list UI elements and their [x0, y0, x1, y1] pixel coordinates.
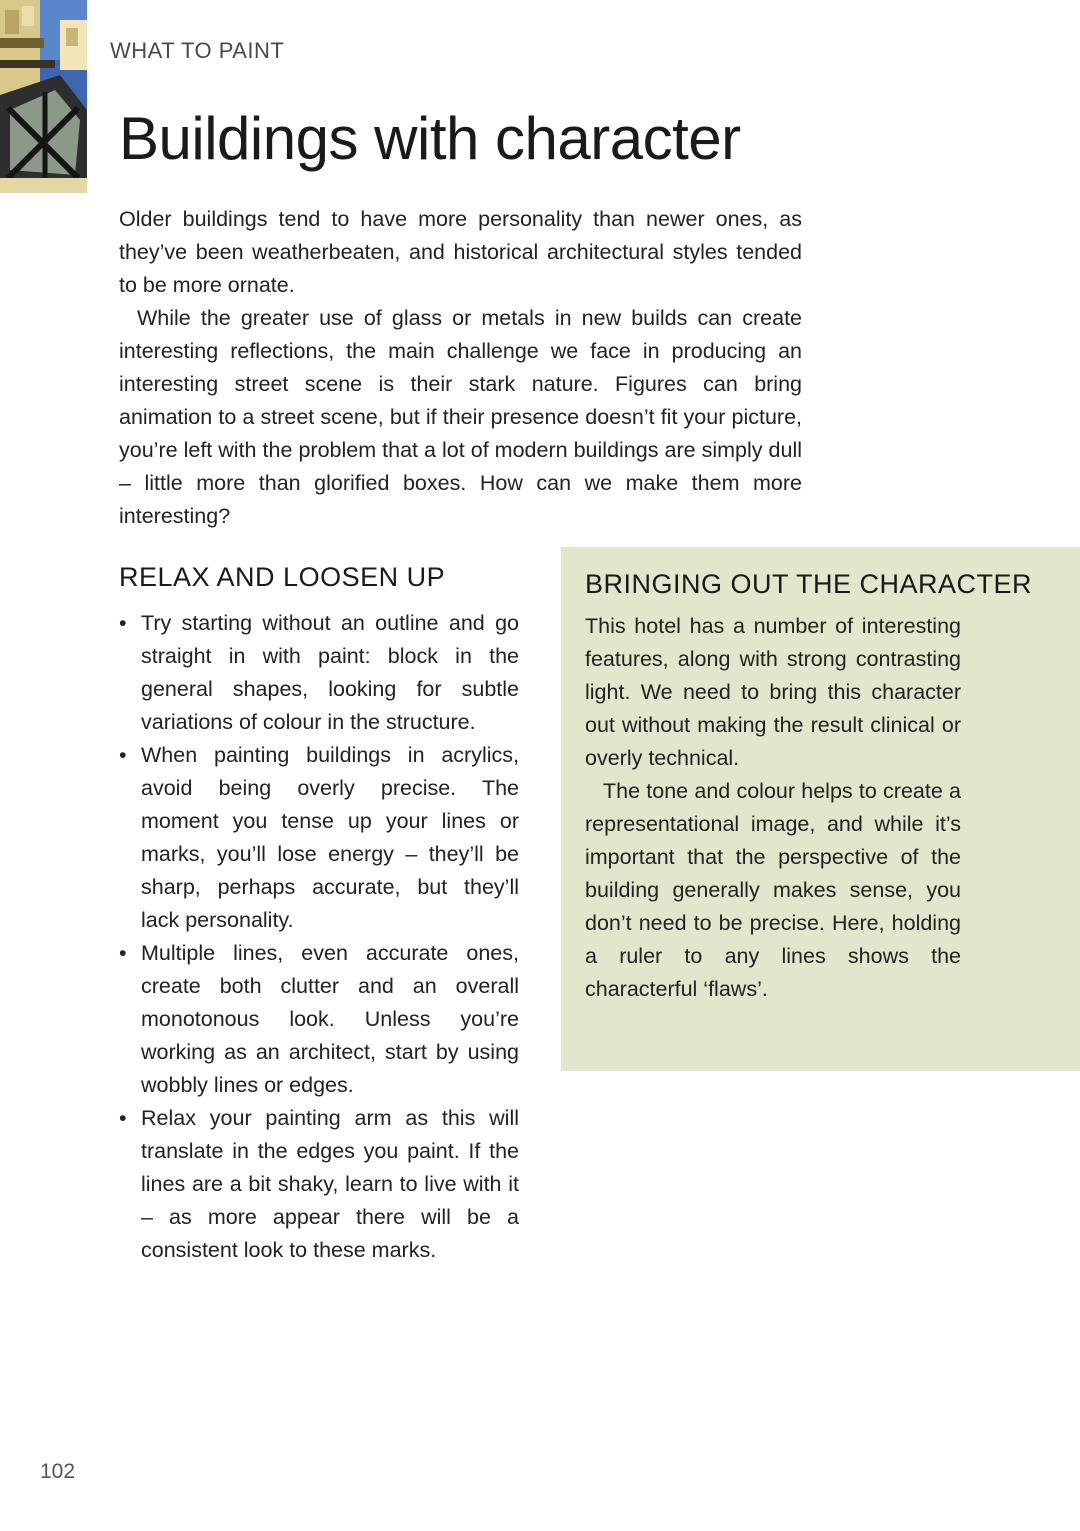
section-label: WHAT TO PAINT: [110, 38, 285, 63]
intro-text: [119, 203, 802, 533]
sidebar-paragraph: This hotel has a number of interesting features, along with strong contrasting light. We need to bring this character out without making the result clinical or overly technical.: [585, 614, 961, 770]
intro-paragraph: While the greater use of glass or metals in new builds can create interesting reflections, the main challenge we face in producing an interesting street scene is their stark nature. Figures can bring animation to a street scene, but if their presence doesn’t fit your picture, you’re left with the problem that a lot of modern buildings are simply dull – little more than glorified boxes. How can we make them more interesting?: [119, 306, 802, 528]
list-item-text: Try starting without an outline and go straight in with paint: block in the general shapes, looking for subtle variations of colour in the structure.: [141, 611, 519, 734]
list-item: [119, 937, 519, 1102]
list-item-text: Multiple lines, even accurate ones, create both clutter and an overall monotonous look. Unless you’re working as an architect, start by using wobbly lines or edges.: [141, 941, 519, 1097]
character-sidebar-box: [561, 547, 1080, 1071]
bullet-icon: •: [119, 1106, 127, 1130]
page-number: 102: [40, 1460, 76, 1483]
painting-thumbnail: [0, 0, 87, 193]
relax-section: [119, 562, 519, 1267]
list-item: [119, 739, 519, 937]
relax-heading: RELAX AND LOOSEN UP: [119, 562, 446, 592]
tips-list: [119, 607, 519, 1267]
list-item-text: When painting buildings in acrylics, avoid being overly precise. The moment you tense up your lines or marks, you’ll lose energy – they’ll be sharp, perhaps accurate, but they’ll lack personality.: [141, 743, 519, 932]
page-title: Buildings with character: [119, 105, 741, 172]
bullet-icon: •: [119, 611, 127, 635]
list-item: [119, 1102, 519, 1267]
sidebar-heading: BRINGING OUT THE CHARACTER: [585, 569, 1033, 599]
bullet-icon: •: [119, 941, 127, 965]
list-item: [119, 607, 519, 739]
intro-paragraph: Older buildings tend to have more personality than newer ones, as they’ve been weatherbeaten, and historical architectural styles tended to be more ornate.: [119, 207, 802, 297]
list-item-text: Relax your painting arm as this will translate in the edges you paint. If the lines are a bit shaky, learn to live with it – as more appear there will be a consistent look to these marks.: [141, 1106, 519, 1262]
sidebar-paragraph: The tone and colour helps to create a representational image, and while it’s important that the perspective of the building generally makes sense, you don’t need to be precise. Here, holding a ruler to any lines shows the characterful ‘flaws’.: [585, 779, 961, 1001]
bullet-icon: •: [119, 743, 127, 767]
